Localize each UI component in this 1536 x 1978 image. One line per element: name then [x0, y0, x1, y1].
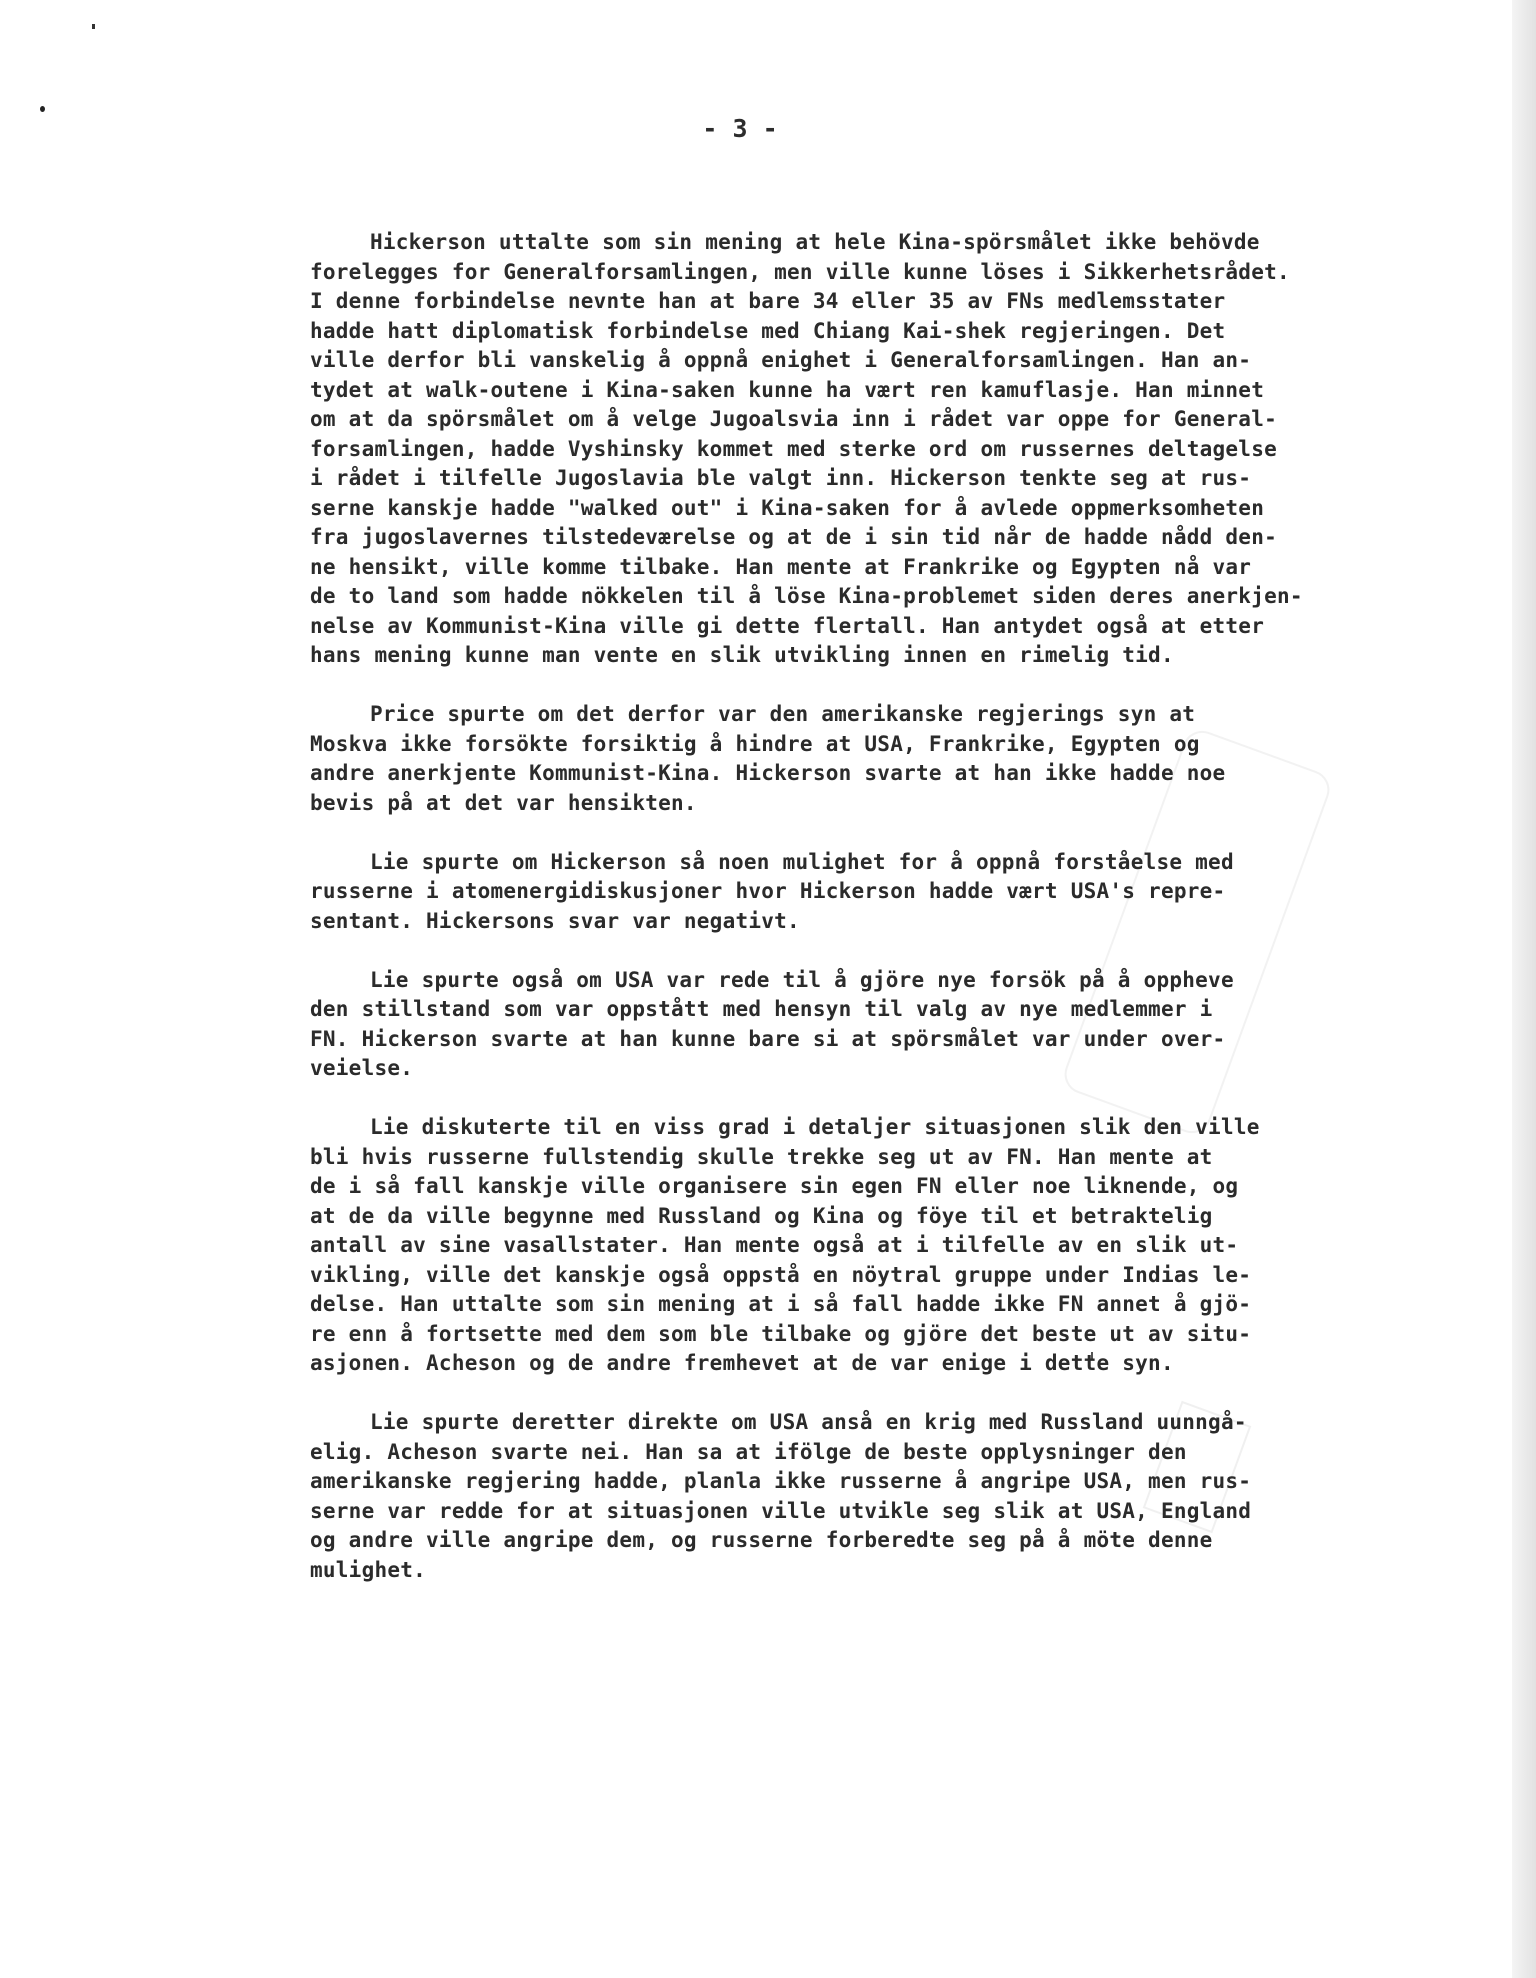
text-line: russerne i atomenergidiskusjoner hvor Hickerson hadde vært USA's repre-	[310, 879, 1226, 903]
text-line: serne var redde for at situasjonen ville utvikle seg slik at USA, England	[310, 1498, 1252, 1523]
scan-edge	[1512, 0, 1536, 1978]
text-line: asjonen. Acheson og de andre fremhevet at de var enige i dette syn.	[310, 1351, 1174, 1375]
text-line: Lie spurte også om USA var rede til å gjöre nye forsök på å oppheve	[370, 967, 1234, 992]
text-line: i rådet i tilfelle Jugoslavia ble valgt inn. Hickerson tenkte seg at rus-	[310, 466, 1252, 490]
text-line: hans mening kunne man vente en slik utvikling innen en rimelig tid.	[310, 643, 1174, 667]
text-line: andre anerkjente Kommunist-Kina. Hickerson svarte at han ikke hadde noe	[310, 761, 1226, 785]
text-line: fra jugoslavernes tilstedeværelse og at de i sin tid når de hadde nådd den-	[310, 525, 1277, 549]
document-body	[310, 228, 1410, 1615]
text-line: amerikanske regjering hadde, planla ikke russerne å angripe USA, men rus-	[310, 1469, 1252, 1493]
paragraph	[310, 848, 1410, 937]
text-line: at de da ville begynne med Russland og Kina og föye til et betraktelig	[310, 1203, 1213, 1228]
paragraph	[310, 700, 1410, 818]
text-line: ne hensikt, ville komme tilbake. Han mente at Frankrike og Egypten nå var	[310, 554, 1252, 579]
text-line: tydet at walk-outene i Kina-saken kunne ha vært ren kamuflasje. Han minnet	[310, 377, 1265, 402]
text-line: de to land som hadde nökkelen til å löse Kina-problemet siden deres anerkjen-	[310, 584, 1303, 608]
text-line: ville derfor bli vanskelig å oppnå enighet i Generalforsamlingen. Han an-	[310, 348, 1252, 372]
text-line: bli hvis russerne fullstendig skulle trekke seg ut av FN. Han mente at	[310, 1144, 1213, 1169]
text-line: sentant. Hickersons svar var negativt.	[310, 908, 800, 933]
scan-speck	[92, 24, 95, 29]
text-line: hadde hatt diplomatisk forbindelse med Chiang Kai-shek regjeringen. Det	[310, 318, 1226, 343]
paragraph	[310, 1408, 1410, 1585]
text-line: den stillstand som var oppstått med hensyn til valg av nye medlemmer i	[310, 997, 1213, 1021]
text-line: forelegges for Generalforsamlingen, men ville kunne löses i Sikkerhetsrådet.	[310, 259, 1290, 284]
text-line: mulighet.	[310, 1557, 427, 1582]
text-line: delse. Han uttalte som sin mening at i så fall hadde ikke FN annet å gjö-	[310, 1292, 1252, 1316]
text-line: Hickerson uttalte som sin mening at hele Kina-spörsmålet ikke behövde	[370, 230, 1260, 254]
text-line: Lie spurte deretter direkte om USA anså en krig med Russland uunngå-	[370, 1410, 1247, 1434]
text-line: serne kanskje hadde "walked out" i Kina-saken for å avlede oppmerksomheten	[310, 495, 1265, 520]
text-line: bevis på at det var hensikten.	[310, 790, 697, 815]
text-line: nelse av Kommunist-Kina ville gi dette flertall. Han antydet også at etter	[310, 613, 1265, 638]
text-line: antall av sine vasallstater. Han mente også at i tilfelle av en slik ut-	[310, 1233, 1239, 1257]
paragraph	[310, 228, 1410, 671]
text-line: Moskva ikke forsökte forsiktig å hindre at USA, Frankrike, Egypten og	[310, 731, 1200, 756]
text-line: de i så fall kanskje ville organisere sin egen FN eller noe liknende, og	[310, 1174, 1239, 1198]
text-line: I denne forbindelse nevnte han at bare 34 eller 35 av FNs medlemsstater	[310, 289, 1226, 313]
page-number: - 3 -	[702, 114, 778, 143]
text-line: Lie diskuterte til en viss grad i detaljer situasjonen slik den ville	[370, 1115, 1260, 1139]
paragraph	[310, 966, 1410, 1084]
text-line: re enn å fortsette med dem som ble tilbake og gjöre det beste ut av situ-	[310, 1321, 1252, 1346]
scan-speck	[40, 106, 45, 112]
text-line: vikling, ville det kanskje også oppstå en nöytral gruppe under Indias le-	[310, 1262, 1252, 1287]
paragraph	[310, 1113, 1410, 1379]
text-line: Lie spurte om Hickerson så noen mulighet for å oppnå forståelse med	[370, 849, 1234, 874]
text-line: forsamlingen, hadde Vyshinsky kommet med sterke ord om russernes deltagelse	[310, 436, 1277, 461]
text-line: om at da spörsmålet om å velge Jugoalsvia inn i rådet var oppe for General-	[310, 407, 1277, 431]
text-line: elig. Acheson svarte nei. Han sa at ifölge de beste opplysninger den	[310, 1439, 1187, 1464]
text-line: FN. Hickerson svarte at han kunne bare si at spörsmålet var under over-	[310, 1026, 1226, 1051]
text-line: veielse.	[310, 1056, 414, 1080]
text-line: og andre ville angripe dem, og russerne forberedte seg på å möte denne	[310, 1528, 1213, 1552]
text-line: Price spurte om det derfor var den amerikanske regjerings syn at	[370, 702, 1196, 726]
